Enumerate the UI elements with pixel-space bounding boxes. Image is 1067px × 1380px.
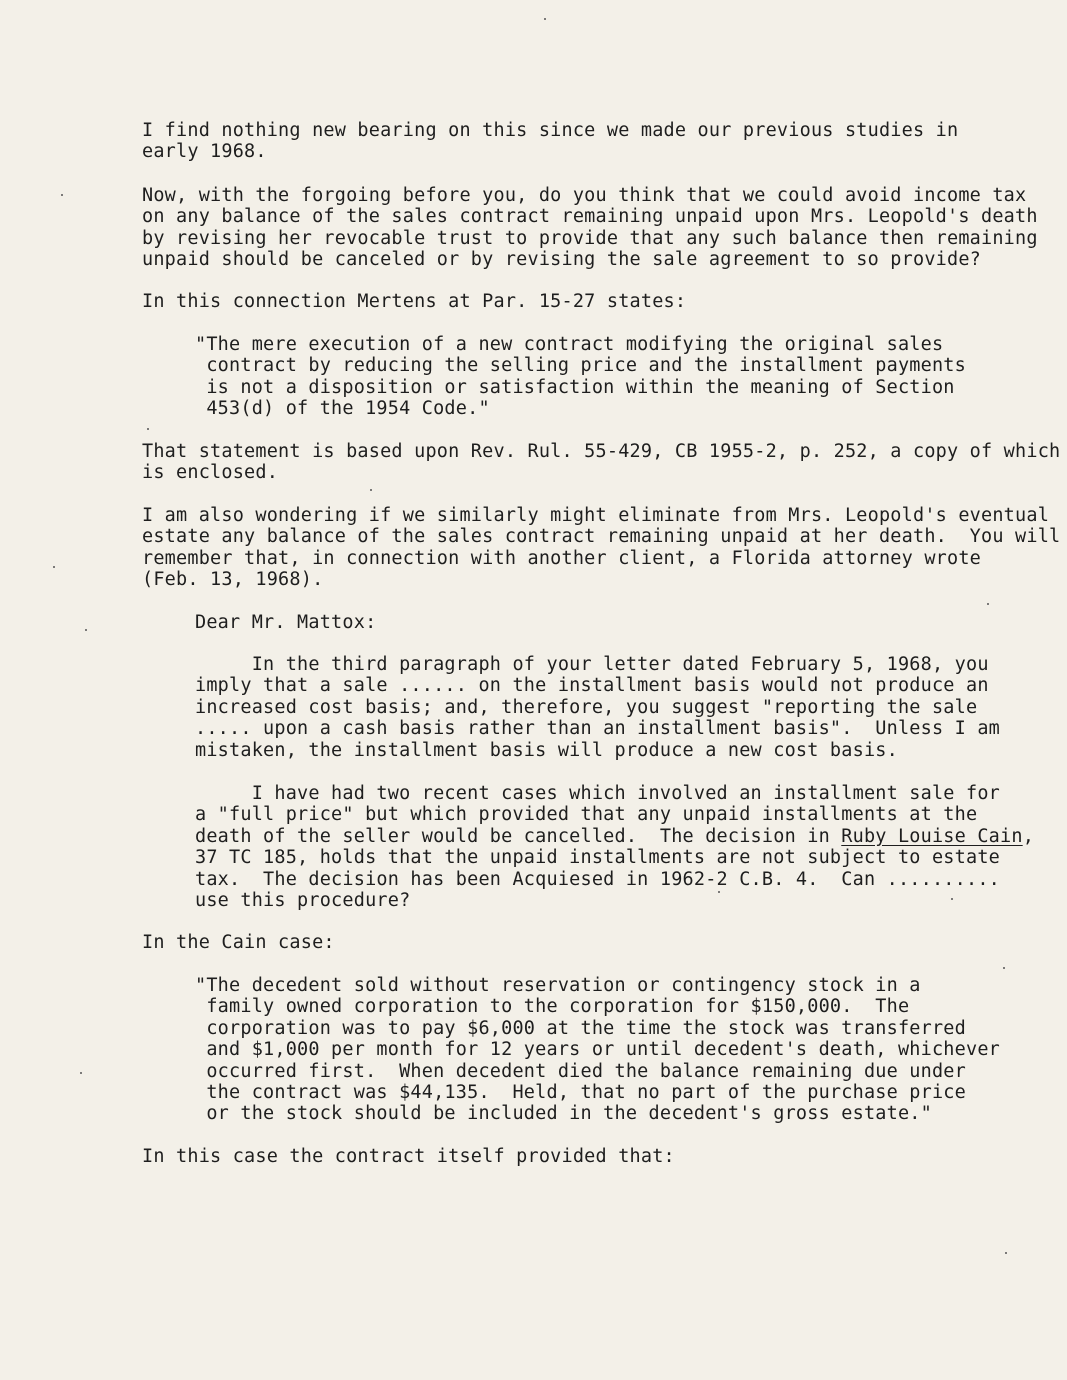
case-name-ruby-louise-cain: Ruby Louise Cain bbox=[841, 825, 1023, 847]
paragraph-previous-studies: I find nothing new bearing on this since we made our previous studies in early 1968. bbox=[142, 120, 959, 163]
paragraph-contract-provision: In this case the contract itself provided that: bbox=[142, 1146, 675, 1167]
paper-speck bbox=[987, 603, 989, 605]
paper-speck bbox=[80, 1072, 82, 1074]
paper-speck bbox=[1005, 1252, 1007, 1254]
paragraph-cain-case-intro: In the Cain case: bbox=[142, 932, 335, 953]
paragraph-mertens-intro: In this connection Mertens at Par. 15-27 states: bbox=[142, 291, 687, 312]
quote-mertens: "The mere execution of a new contract modifying the original sales contract by reducing the selling price and the installment payments is not a disposition or satisfaction within the meaning of Section 453(d) of the 1954 Code." bbox=[195, 334, 966, 420]
paper-speck bbox=[718, 891, 720, 893]
paper-speck bbox=[85, 629, 87, 631]
quoted-letter-paragraph-2-start: I have had two recent cases which involved an installment sale for a "full price" but which provided that any unpaid installments at the death of the seller would be cancelled. The decision in bbox=[195, 783, 1000, 847]
quoted-letter-paragraph-2 bbox=[195, 783, 1034, 911]
paper-speck bbox=[1003, 967, 1005, 969]
quote-cain-case: "The decedent sold without reservation or contingency stock in a family owned corporation to the corporation for $150,000. The corporation was to pay $6,000 at the time the stock was transferred and $1,000 per month for 12 years or until decedent's death, whichever occurred first. When decedent died the balance remaining due under the contract was $44,135. Held, that no part of the purchase price or the stock should be included in the decedent's gross estate." bbox=[195, 975, 1000, 1125]
paper-speck bbox=[370, 489, 372, 491]
paper-speck bbox=[147, 428, 149, 430]
paper-speck bbox=[61, 194, 63, 196]
paragraph-estate-question: I am also wondering if we similarly might eliminate from Mrs. Leopold's eventual estate any balance of the sales contract remaining unpaid at her death. You will remember that, in connection with another client, a Florida attorney wrote (Feb. 13, 1968). bbox=[142, 505, 1061, 591]
paragraph-rev-rul: That statement is based upon Rev. Rul. 55-429, CB 1955-2, p. 252, a copy of which is enclosed. bbox=[142, 441, 1061, 484]
paper-speck bbox=[53, 566, 55, 568]
paper-speck bbox=[951, 898, 953, 900]
quoted-letter-salutation: Dear Mr. Mattox: bbox=[195, 612, 377, 633]
paragraph-income-tax-question: Now, with the forgoing before you, do you think that we could avoid income tax on any balance of the sales contract remaining unpaid upon Mrs. Leopold's death by revising her revocable trust to provide that any such balance then remaining unpaid should be canceled or by revising the sale agreement to so provide? bbox=[142, 185, 1038, 271]
quoted-letter-paragraph-2-end: , 37 TC 185, holds that the unpaid installments are not subject to estate tax. The decision has been Acquiesed in 1962-2 C.B. 4. Can .......... use this procedure? bbox=[195, 825, 1035, 912]
quoted-letter-paragraph-1: In the third paragraph of your letter dated February 5, 1968, you imply that a sale ...... on the installment basis would not produce an increased cost basis; and, therefore, you suggest "reporting the sale ..... upon a cash basis rather than an installment basis". Unless I am mistaken, the installment basis will produce a new cost basis. bbox=[195, 654, 1000, 761]
paper-speck bbox=[544, 18, 546, 20]
